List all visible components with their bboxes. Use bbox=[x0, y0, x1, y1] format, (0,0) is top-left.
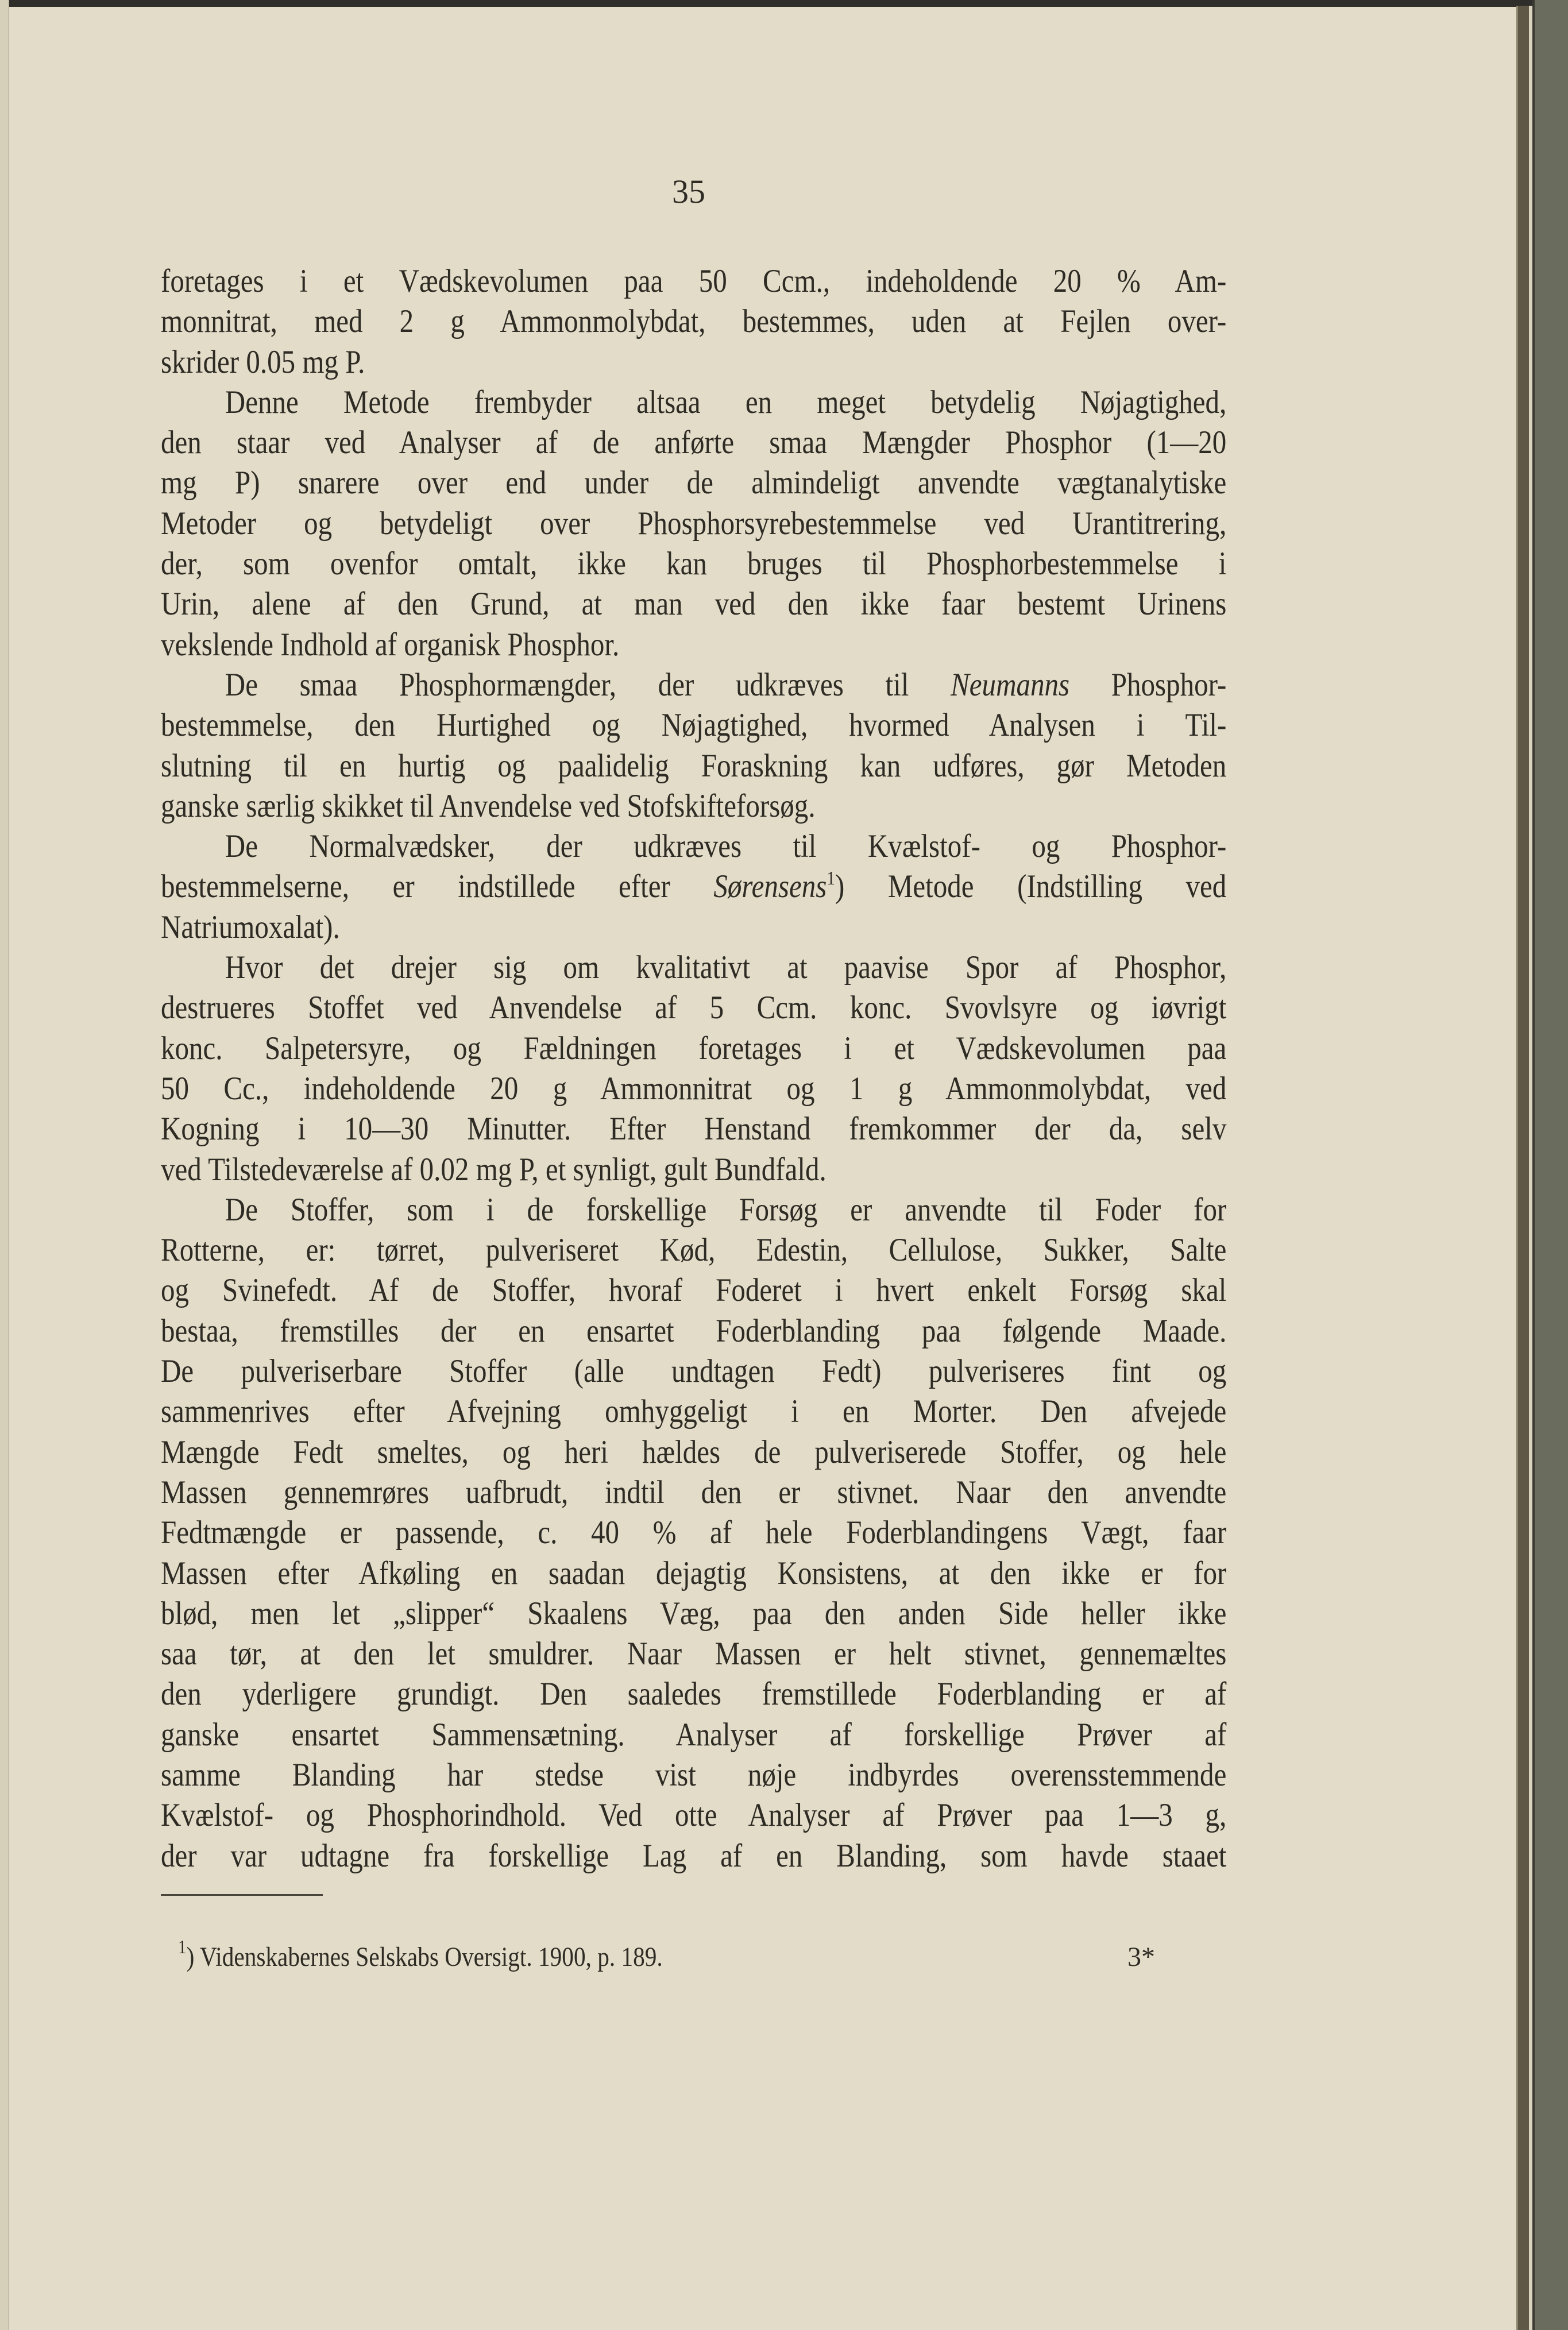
text-line: Natriumoxalat). bbox=[161, 909, 340, 945]
text-segment: bestemmelserne, er indstillede efter bbox=[161, 868, 714, 905]
text-line: slutning til en hurtig og paalidelig Foraskning kan udføres, gør Metoden bbox=[161, 747, 1227, 784]
text-line: sammenrives efter Afvejning omhyggeligt i en Morter. Den afvejede bbox=[161, 1393, 1227, 1430]
text-line: Denne Metode frembyder altsaa en meget betydelig Nøjagtighed, bbox=[225, 384, 1227, 420]
text-line: monnitrat, med 2 g Ammonmolybdat, bestemmes, uden at Fejlen over- bbox=[161, 303, 1227, 340]
signature-mark: 3* bbox=[1127, 1942, 1155, 1972]
text-line: Mængde Fedt smeltes, og heri hældes de pulveriserede Stoffer, og hele bbox=[161, 1433, 1227, 1470]
text-line: skrider 0.05 mg P. bbox=[161, 343, 365, 380]
footnote-rule bbox=[161, 1894, 323, 1896]
text-line: Kvælstof- og Phosphorindhold. Ved otte Analyser af Prøver paa 1—3 g, bbox=[161, 1797, 1227, 1834]
text-line: foretages i et Vædskevolumen paa 50 Ccm., indeholdende 20 % Am- bbox=[161, 263, 1227, 299]
text-line: De Stoffer, som i de forskellige Forsøg er anvendte til Foder for bbox=[225, 1191, 1227, 1228]
text-line: Rotterne, er: tørret, pulveriseret Kød, Edestin, Cellulose, Sukker, Salte bbox=[161, 1232, 1227, 1269]
footnote-ref: 1 bbox=[827, 868, 835, 890]
text-line: De pulveriserbare Stoffer (alle undtagen Fedt) pulveriseres fint og bbox=[161, 1353, 1227, 1390]
text-line: vekslende Indhold af organisk Phosphor. bbox=[161, 626, 620, 663]
text-line bbox=[161, 867, 1226, 907]
text-segment: ) Metode (Indstilling ved bbox=[835, 868, 1227, 905]
text-line: Kogning i 10—30 Minutter. Efter Henstand fremkommer der da, selv bbox=[161, 1111, 1227, 1147]
text-segment: De smaa Phosphormængder, der udkræves til bbox=[225, 666, 951, 703]
page-left-edge bbox=[0, 0, 9, 2330]
text-line bbox=[161, 665, 1226, 705]
text-line: samme Blanding har stedse vist nøje indbyrdes overensstemmende bbox=[161, 1756, 1227, 1793]
text-line: Urin, alene af den Grund, at man ved den ikke faar bestemt Urinens bbox=[161, 586, 1227, 623]
body-text bbox=[161, 261, 1226, 1876]
italic-name: Neumanns bbox=[951, 666, 1070, 703]
text-line: Fedtmængde er passende, c. 40 % af hele Foderblandingens Vægt, faar bbox=[161, 1514, 1227, 1551]
text-line: 50 Cc., indeholdende 20 g Ammonnitrat og 1 g Ammonmolybdat, ved bbox=[161, 1070, 1227, 1107]
text-line: den yderligere grundigt. Den saaledes fremstillede Foderblanding er af bbox=[161, 1676, 1227, 1713]
italic-name: Sørensens bbox=[713, 868, 827, 905]
page-number: 35 bbox=[672, 173, 705, 210]
text-line: bestaa, fremstilles der en ensartet Foderblanding paa følgende Maade. bbox=[161, 1312, 1227, 1349]
text-line: og Svinefedt. Af de Stoffer, hvoraf Foderet i hvert enkelt Forsøg skal bbox=[161, 1272, 1227, 1309]
text-line: der, som ovenfor omtalt, ikke kan bruges til Phosphorbestemmelse i bbox=[161, 546, 1227, 582]
footnote-text: ) Videnskabernes Selskabs Oversigt. 1900, p. 189. bbox=[186, 1942, 663, 1972]
text-line: De Normalvædsker, der udkræves til Kvælstof- og Phosphor- bbox=[225, 828, 1227, 865]
text-line: Metoder og betydeligt over Phosphorsyrebestemmelse ved Urantitrering, bbox=[161, 505, 1227, 542]
text-line: konc. Salpetersyre, og Fældningen foretages i et Vædskevolumen paa bbox=[161, 1030, 1227, 1067]
text-line: saa tør, at den let smuldrer. Naar Massen er helt stivnet, gennemæltes bbox=[161, 1636, 1227, 1672]
text-line: destrueres Stoffet ved Anvendelse af 5 Ccm. konc. Svovlsyre og iøvrigt bbox=[161, 990, 1227, 1026]
text-line: ved Tilstedeværelse af 0.02 mg P, et synligt, gult Bundfald. bbox=[161, 1151, 827, 1188]
text-line: ganske særlig skikket til Anvendelse ved Stofskifteforsøg. bbox=[161, 787, 816, 824]
scan-top-edge bbox=[0, 0, 1568, 7]
footnote bbox=[178, 1937, 663, 1973]
text-line: ganske ensartet Sammensætning. Analyser af forskellige Prøver af bbox=[161, 1716, 1227, 1753]
text-line: Hvor det drejer sig om kvalitativt at paavise Spor af Phosphor, bbox=[225, 949, 1227, 986]
text-line: mg P) snarere over end under de almindeligt anvendte vægtanalytiske bbox=[161, 465, 1227, 501]
text-line: blød, men let „slipper“ Skaalens Væg, paa den anden Side heller ikke bbox=[161, 1595, 1227, 1632]
text-line: den staar ved Analyser af de anførte smaa Mængder Phosphor (1—20 bbox=[161, 424, 1227, 461]
text-line: Massen efter Afkøling en saadan dejagtig Konsistens, at den ikke er for bbox=[161, 1555, 1227, 1591]
text-line: der var udtagne fra forskellige Lag af en Blanding, som havde staaet bbox=[161, 1837, 1227, 1874]
text-line: Massen gennemrøres uafbrudt, indtil den er stivnet. Naar den anvendte bbox=[161, 1474, 1227, 1510]
footnote-marker: 1 bbox=[178, 1937, 187, 1958]
book-cover-edge bbox=[1532, 0, 1568, 2330]
text-line: bestemmelse, den Hurtighed og Nøjagtighed, hvormed Analysen i Til- bbox=[161, 707, 1227, 744]
text-segment: Phosphor- bbox=[1069, 666, 1227, 703]
